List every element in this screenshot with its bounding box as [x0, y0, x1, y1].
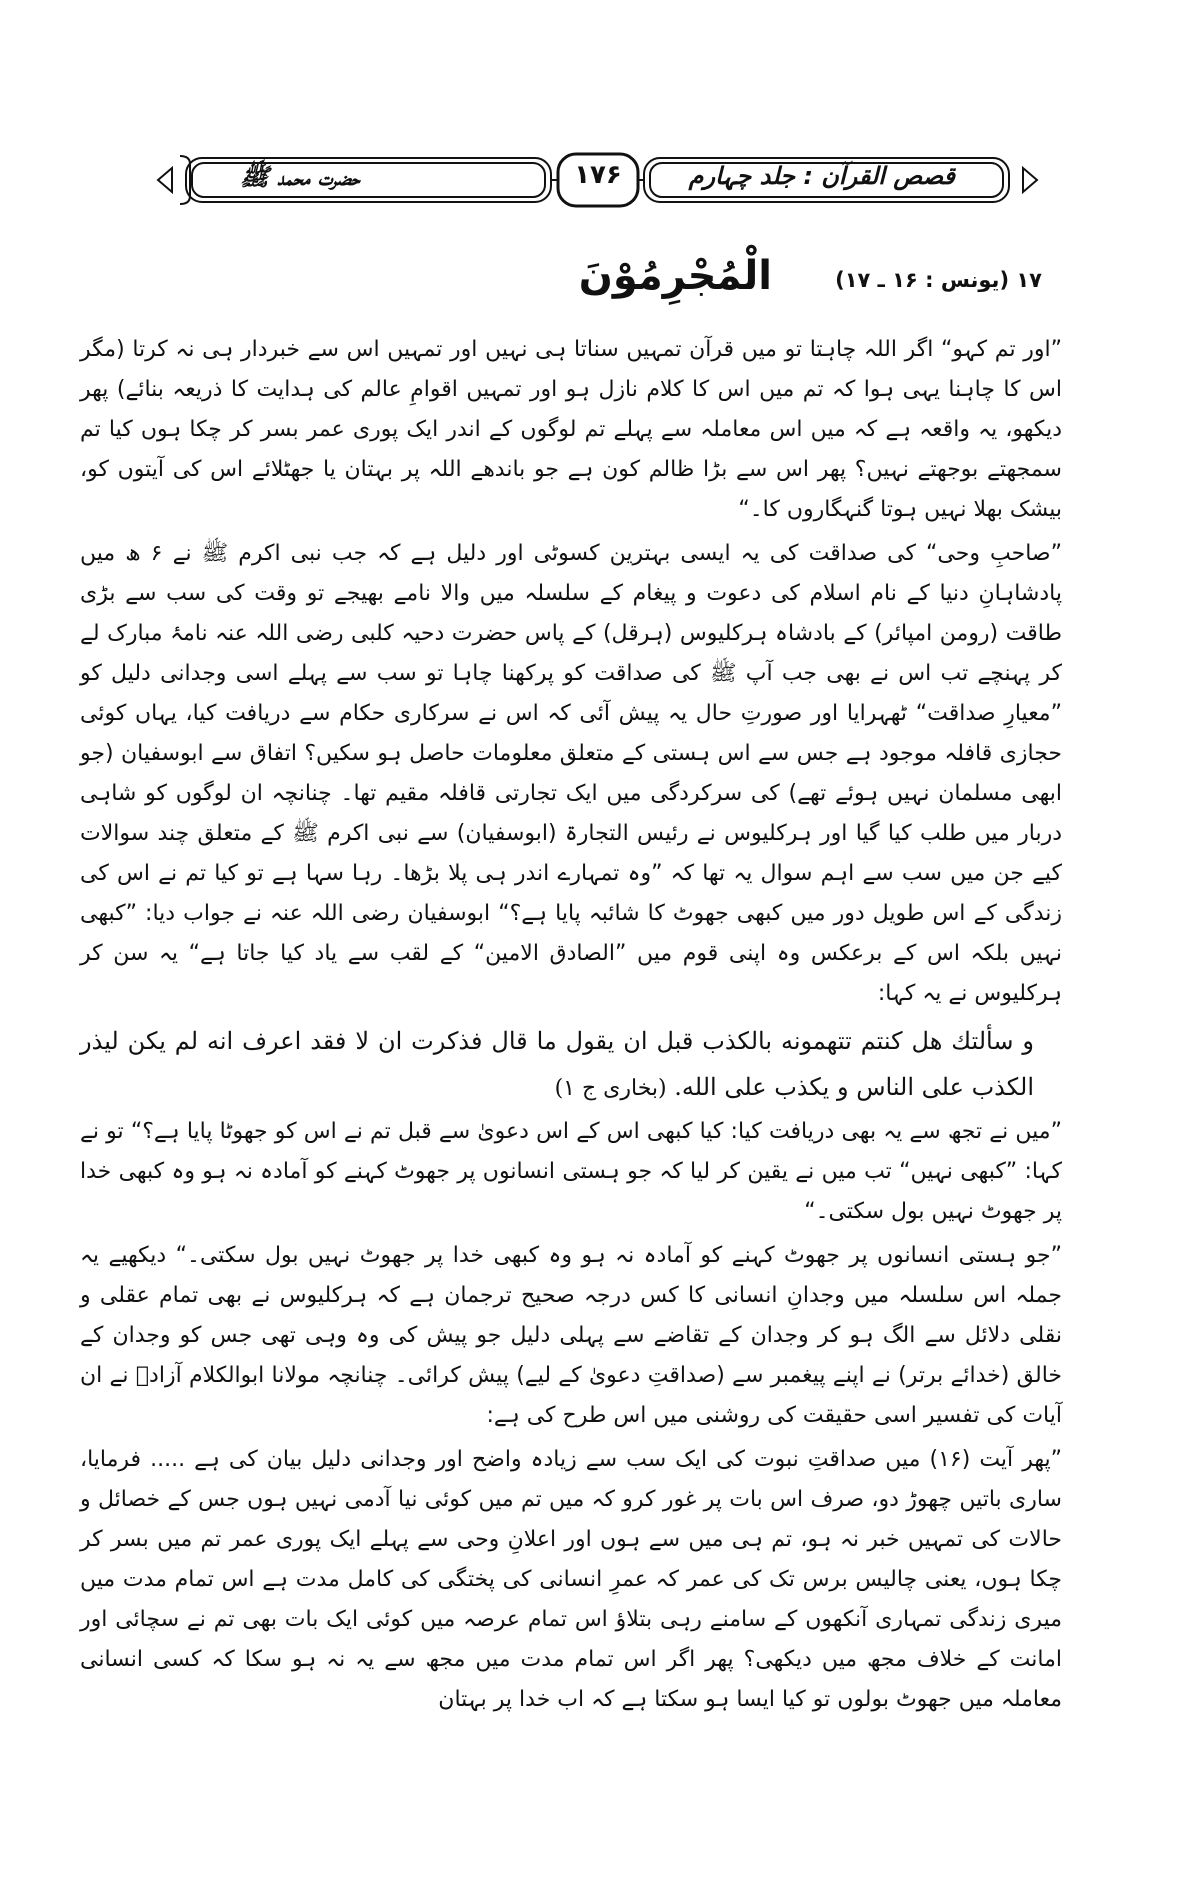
paragraph-heraclius: ”صاحبِ وحی“ کی صداقت کی یہ ایسی بہترین کسوٹی اور دلیل ہے کہ جب نبی اکرم ﷺ نے ۶ ھ میں پادشاہانِ دنیا کے نام اسلام کی دعوت و پیغام کے سلسلہ میں والا نامے بھیجے تو وقت کی سب سے بڑی طاقت (رومن امپائر) کے بادشاہ ہرکلیوس (ہرقل) کے پاس حضرت دحیہ کلبی رضی اللہ عنہ نامۂ مبارک لے کر پہنچے تب اس نے بھی جب آپ ﷺ کی صداقت کو پرکھنا چاہا تو سب سے پہلے اسی وجدانی دلیل کو ”معیارِ صداقت“ ٹھہرایا اور صورتِ حال یہ پیش آئی کہ اس نے سرکاری حکام سے دریافت کیا، یہاں کوئی حجازی قافلہ موجود ہے جس سے اس ہستی کے متعلق معلومات حاصل ہو سکیں؟ اتفاق سے ابوسفیان (جو ابھی مسلمان نہیں ہوئے تھے) کی سرکردگی میں ایک تجارتی قافلہ مقیم تھا۔ چنانچہ ان لوگوں کو شاہی دربار میں طلب کیا گیا اور ہرکلیوس نے رئیس التجارۃ (ابوسفیان) سے نبی اکرم ﷺ کے متعلق چند سوالات کیے جن میں سب سے اہم سوال یہ تھا کہ ”وہ تمہارے اندر ہی پلا بڑھا۔ رہا سہا ہے تو کیا تم نے اس کی زندگی کے اس طویل دور میں کبھی جھوٹ کا شائبہ پایا ہے؟“ ابوسفیان رضی اللہ عنہ نے جواب دیا: ”کبھی نہیں بلکہ اس کے برعکس وہ اپنی قوم میں ”الصادق الامین“ کے لقب سے یاد کیا جاتا ہے“ یہ سن کر ہرکلیوس نے یہ کہا:	[80, 541, 1062, 1006]
hadith-source: (بخاری ج ۱)	[554, 1076, 667, 1101]
arabic-hadith-text: و سألتك هل كنتم تتهمونه بالكذب قبل ان يقول ما قال فذكرت ان لا فقد اعرف انه لم يكن ليذر الكذب على الناس و يكذب على الله.	[80, 1027, 1034, 1101]
page-number: ۱۷۶	[574, 160, 622, 190]
arabic-hadith-quote	[80, 1018, 1062, 1112]
ayah-end-marker: ۱۷	[1016, 268, 1042, 292]
arabic-verse-ending: الْمُجْرِمُوْنَ	[578, 253, 772, 299]
paragraph-tafsir-quote: ”پھر آیت (۱۶) میں صداقتِ نبوت کی ایک سب سے زیادہ واضح اور وجدانی دلیل بیان کی ہے ..... فرمایا، ساری باتیں چھوڑ دو، صرف اس بات پر غور کرو کہ میں تم میں کوئی نیا آدمی نہیں ہوں جس کے خصائل و حالات کی تمہیں خبر نہ ہو، تم ہی میں سے ہوں اور اعلانِ وحی سے پہلے ایک پوری عمر تم میں بسر کر چکا ہوں، یعنی چالیس برس تک کی عمر کہ عمرِ انسانی کی پختگی کی کامل مدت ہے اس تمام مدت میں میری زندگی تمہاری آنکھوں کے سامنے رہی بتلاؤ اس تمام عرصہ میں کوئی ایک بات بھی تم نے سچائی اور امانت کے خلاف مجھ میں دیکھی؟ پھر اگر اس تمام مدت میں مجھ سے یہ نہ ہو سکا کہ کسی انسانی معاملہ میں جھوٹ بولوں تو کیا ایسا ہو سکتا ہے کہ اب خدا پر بہتان	[80, 1447, 1062, 1712]
surah-reference: (یونس : ۱۶ ـ ۱۷)	[835, 268, 1010, 292]
book-title: قصص القرآن : جلد چہارم	[688, 162, 955, 190]
paragraph-hadith-translation: ”میں نے تجھ سے یہ بھی دریافت کیا: کیا کبھی اس کے اس دعویٰ سے قبل تم نے اس کو جھوٹا پایا ہے؟“ تو نے کہا: ”کبھی نہیں“ تب میں نے یقین کر لیا کہ جو ہستی انسانوں پر جھوٹ کہنے کو آمادہ نہ ہو وہ کبھی خدا پر جھوٹ نہیں بول سکتی۔“	[80, 1119, 1062, 1224]
chapter-title: حضرت محمد ﷺ	[240, 163, 360, 191]
paragraph-translation: ”اور تم کہو“ اگر اللہ چاہتا تو میں قرآن تمہیں سناتا ہی نہیں اور تمہیں اس سے خبردار ہی نہ کرتا (مگر اس کا چاہنا یہی ہوا کہ تم میں اس کا کلام نازل ہو اور تمہیں اقوامِ عالم کی ہدایت کا ذریعہ بنائے) پھر دیکھو، یہ واقعہ ہے کہ میں اس معاملہ سے پہلے تم لوگوں کے اندر ایک پوری عمر بسر کر چکا ہوں کیا تم سمجھتے بوجھتے نہیں؟ پھر اس سے بڑا ظالم کون ہے جو باندھے اللہ پر بہتان یا جھٹلائے اس کی آیتوں کو، بیشک بھلا نہیں ہوتا گنہگاروں کا۔“	[80, 337, 1062, 522]
main-text	[80, 330, 1062, 1724]
paragraph-commentary: ”جو ہستی انسانوں پر جھوٹ کہنے کو آمادہ نہ ہو وہ کبھی خدا پر جھوٹ نہیں بول سکتی۔“ دیکھیے یہ جملہ اس سلسلہ میں وجدانِ انسانی کا کس درجہ صحیح ترجمان ہے کہ ہرکلیوس نے بھی تمام عقلی و نقلی دلائل سے الگ ہو کر وجدان کے تقاضے سے پہلی دلیل جو پیش کی وہ وہی تھی جس کو وجدان کے خالق (خدائے برتر) نے اپنے پیغمبر سے (صداقتِ دعویٰ کے لیے) پیش کرائی۔ چنانچہ مولانا ابوالکلام آزادؒ نے ان آیات کی تفسیر اسی حقیقت کی روشنی میں اس طرح کی ہے:	[80, 1243, 1062, 1428]
page-header	[150, 150, 1045, 210]
ayah-reference	[835, 268, 1042, 292]
